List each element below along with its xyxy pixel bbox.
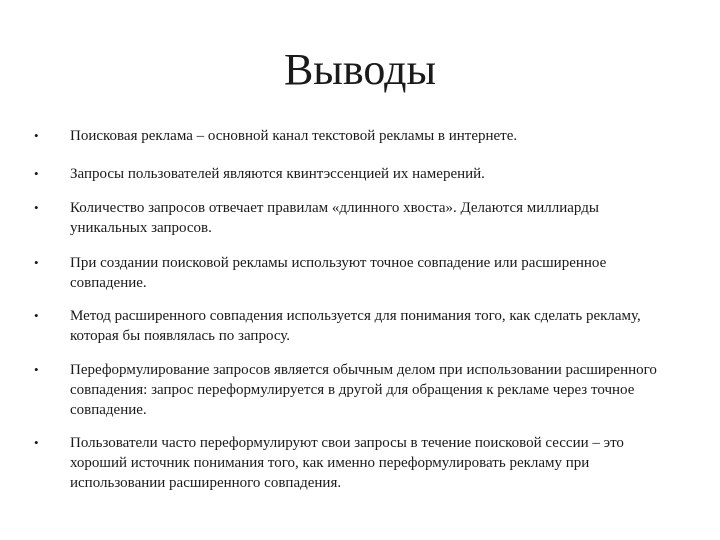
slide-title: Выводы	[283, 45, 437, 94]
bullet-icon: •	[34, 128, 39, 143]
bullet-icon: •	[34, 166, 39, 181]
bullet-text: Количество запросов отвечает правилам «длинного хвоста». Делаются миллиарды уникальных запросов.	[70, 200, 599, 236]
bullet-text: Метод расширенного совпадения используется для понимания того, как сделать рекламу, которая бы появлялась по запросу.	[70, 308, 641, 344]
bullet-text: Поисковая реклама – основной канал текстовой рекламы в интернете.	[70, 128, 518, 144]
bullet-text: Переформулирование запросов является обычным делом при использовании расширенного совпадения: запрос переформулируется в другой для обращения к рекламе через точное совпадение.	[70, 362, 657, 418]
bullet-text: Пользователи часто переформулируют свои запросы в течение поисковой сессии – это хороший источник понимания того, как именно переформулировать рекламу при использовании расширенного совпадения.	[70, 435, 624, 491]
bullet-text: Запросы пользователей являются квинтэссенцией их намерений.	[70, 166, 485, 182]
bullet-icon: •	[34, 308, 39, 323]
bullet-icon: •	[34, 362, 39, 377]
bullet-icon: •	[34, 255, 39, 270]
bullet-icon: •	[34, 200, 39, 215]
bullet-text: При создании поисковой рекламы используют точное совпадение или расширенное совпадение.	[70, 255, 607, 291]
bullet-icon: •	[34, 435, 39, 450]
